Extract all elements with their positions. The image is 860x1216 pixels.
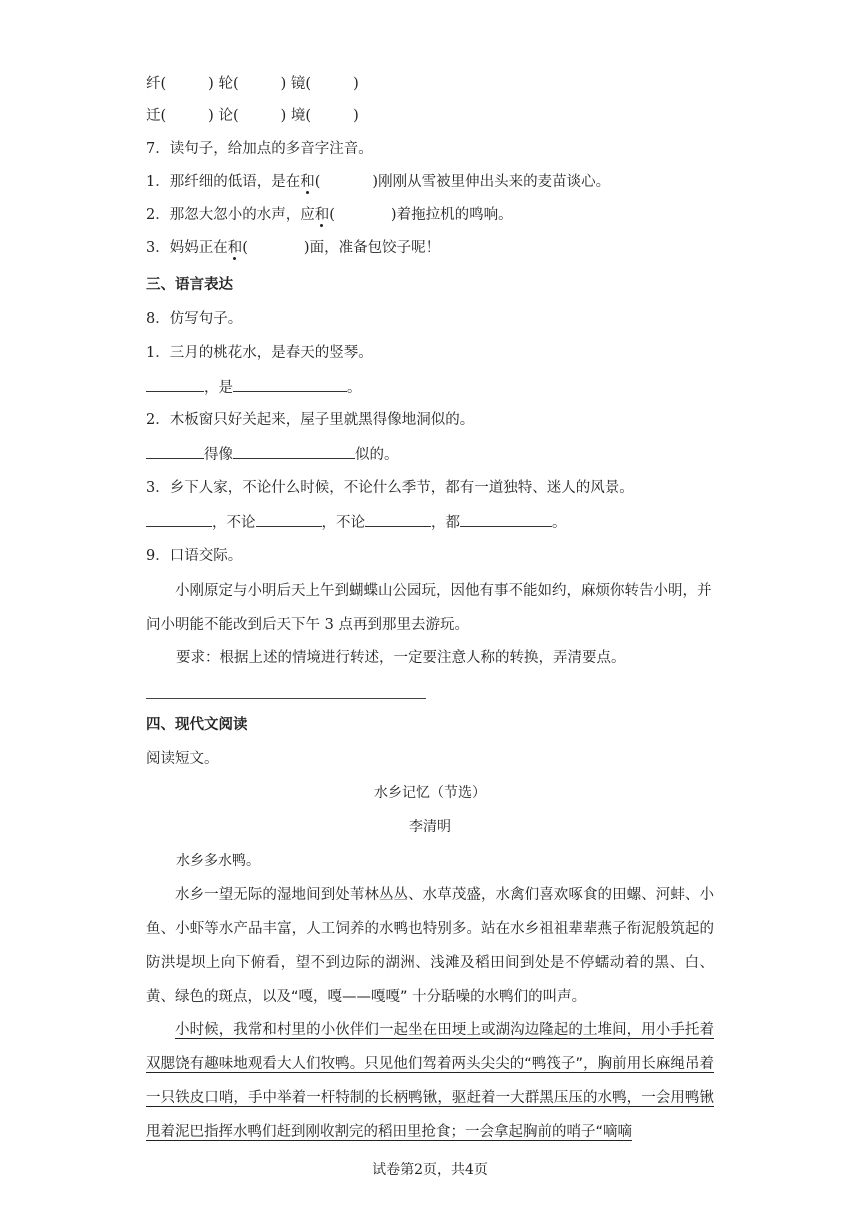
underlined-passage: 小时候，我常和村里的小伙伴们一起坐在田埂上或湖沟边隆起的土堆间，用小手托着双腮饶有趣味地观看大人们牧鸭。只见他们驾着两头尖尖的“鸭筏子”，胸前用长麻绳吊着一只铁皮口哨，手中举着一杆特制的长柄鸭锹，驱赶着一大群黑压压的水鸭，一会用鸭锹甩着泥巴指挥水鸭们赶到刚收割完的稻田里抢食；一会拿起胸前的哨子“嘀嘀: [146, 1022, 714, 1140]
pinyin-row-2: 迁( ) 论( ) 境( ): [146, 108, 359, 124]
fill-blank[interactable]: [256, 512, 322, 527]
question-8-fill-1: ，是 。: [146, 377, 362, 398]
question-9-title: 9．口语交际。: [146, 548, 243, 564]
dotted-char: 和: [300, 174, 315, 190]
story-title: 水乡记忆（节选）: [374, 785, 486, 801]
char-paren: 镜(: [290, 76, 312, 92]
pinyin-row-1: 纤( ) 轮( ) 镜( ): [146, 76, 359, 92]
question-7-sentence-2: 2．那忽大忽小的水声，应和( )着拖拉机的鸣响。: [146, 207, 513, 223]
story-paragraph-1: 水乡多水鸭。: [176, 853, 260, 869]
fill-blank[interactable]: [365, 512, 431, 527]
question-9-scenario: 小刚原定与小明后天上午到蝴蝶山公园玩，因他有事不能如约，麻烦你转告小明，并问小明能不能改到后天下午 3 点再到那里去游玩。: [146, 583, 712, 633]
section-4-heading: 四、现代文阅读: [146, 716, 248, 733]
question-9-requirement: 要求：根据上述的情境进行转述，一定要注意人称的转换，弄清要点。: [176, 650, 626, 666]
answer-line[interactable]: [146, 698, 426, 699]
question-8-sentence-3: 3．乡下人家，不论什么时候，不论什么季节，都有一道独特、迷人的风景。: [146, 480, 634, 496]
fill-blank[interactable]: [146, 444, 204, 459]
char-paren: 纤(: [146, 76, 167, 92]
dotted-char: 和: [227, 240, 243, 256]
story-author: 李清明: [409, 819, 451, 835]
question-7-sentence-1: 1．那纤细的低语，是在和( )刚刚从雪被里伸出头来的麦苗谈心。: [146, 174, 611, 190]
story-paragraph-3: [146, 1013, 714, 1149]
fill-blank[interactable]: [146, 512, 212, 527]
question-8-sentence-2: 2．木板窗只好关起来，屋子里就黑得像地洞似的。: [146, 412, 475, 428]
question-8-fill-3: ，不论 ，不论 ，都 。: [146, 512, 567, 533]
fill-blank[interactable]: [460, 512, 552, 527]
page-footer: 试卷第2页，共4页: [372, 1162, 488, 1178]
char-paren: 论(: [218, 108, 239, 124]
char-paren: 境(: [290, 108, 312, 124]
question-8-sentence-1: 1．三月的桃花水，是春天的竖琴。: [146, 345, 373, 361]
fill-blank[interactable]: [146, 377, 204, 392]
char-paren: 迁(: [146, 108, 167, 124]
question-7-sentence-3: 3．妈妈正在和( )面，准备包饺子呢！: [146, 240, 441, 256]
fill-blank[interactable]: [233, 377, 347, 392]
fill-blank[interactable]: [233, 444, 355, 459]
question-8-title: 8．仿写句子。: [146, 311, 243, 327]
dotted-char: 和: [314, 207, 330, 223]
section-3-heading: 三、语言表达: [146, 276, 233, 293]
char-paren: 轮(: [218, 76, 239, 92]
story-paragraph-2: 水乡一望无际的湿地间到处苇林丛丛、水草茂盛，水禽们喜欢啄食的田螺、河蚌、小鱼、小虾等水产品丰富，人工饲养的水鸭也特别多。站在水乡祖祖辈辈燕子衔泥般筑起的防洪堤坝上向下俯看，望不到边际的湖洲、浅滩及稻田间到处是不停蠕动着的黑、白、黄、绿色的斑点，以及“嘎，嘎——嘎嘎” 十分聒噪的水鸭们的叫声。: [146, 887, 714, 1005]
reading-intro: 阅读短文。: [146, 751, 219, 767]
question-7-title: 7．读句子，给加点的多音字注音。: [146, 141, 373, 157]
question-8-fill-2: 得像 似的。: [146, 444, 399, 465]
